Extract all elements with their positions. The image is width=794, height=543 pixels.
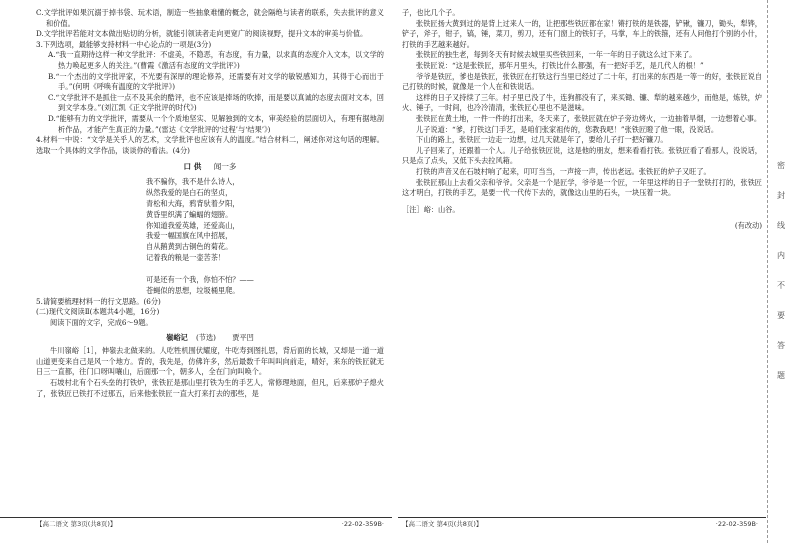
poem-title: 口 供 bbox=[183, 162, 202, 172]
article-author: 贾平凹 bbox=[232, 332, 254, 342]
article-paragraph: 这样的日子又持续了三年。村子里已没了牛，连狗都没有了，来买锄、镰、犁的越来越少，而他是，炼铁，炉火、锤子，一时间，也冷冷清清，张铁匠心里也不是滋味。 bbox=[402, 92, 762, 113]
poem-line: 苍蝇似的思想，垃圾桶里爬。 bbox=[146, 285, 240, 295]
article-paragraph: 张铁匠说：“这是张铁匠，那年月里头，打铁比什么都强，有一把好手艺，是几代人的根！” bbox=[416, 60, 704, 70]
article-heading bbox=[36, 333, 384, 344]
poem-line: 青松和大海，鸦背驮着夕阳， bbox=[146, 198, 240, 208]
article-paragraph: 儿子回来了，还跟着一个人。儿子给张铁匠说，这是他的朋友，想来看看打铁。张铁匠看了看那人，没说话，只是点了点头，又低下头去拉风箱。 bbox=[402, 145, 762, 166]
article-paragraph: 张铁匠扬大黄到过的是背上过来人一的，让把那些铁匠都在家！锵打铁的是铁器，铲锹，镰刀，锄头，犁铧，铲子，斧子，钳子，镐，锤，菜刀，剪刀，还有门窗上的铁钉子，马掌，车上的铁箍，还有人问他打个别的小什，打铁的手艺越来越好。 bbox=[402, 18, 762, 49]
left-page bbox=[0, 0, 392, 530]
question-3: 3.下列选项，最能够支持材料一中心论点的一项是(3分) bbox=[36, 39, 212, 49]
option-c: C.文学批评如果沉溺于掉书袋、玩术语，制造一些抽象难懂的概念，就会隔绝与读者的联系，失去批评的意义和价值。 bbox=[36, 8, 384, 28]
seal-line-char: 不 bbox=[777, 281, 785, 290]
left-column bbox=[36, 8, 384, 399]
poem-line: 你知道我爱英雄，还爱高山， bbox=[146, 220, 240, 230]
poem-line: 我不骗你，我不是什么诗人， bbox=[146, 176, 240, 186]
left-footer-page: 【高二语文 第3页(共8页)】 bbox=[36, 520, 117, 528]
poem-line: 我爱一幅国旗在风中招展， bbox=[146, 231, 233, 241]
question-3-option-b: B.“一个杰出的文学批评家，不光要有深厚的理论修养，还需要有对文学的敏锐感知力，其得于心而出于手。”(何明《呼唤有温度的文学批评》) bbox=[48, 71, 384, 92]
right-footer-page: 【高二语文 第4页(共8页)】 bbox=[402, 520, 483, 528]
article-paragraph: 牛川嶺峪［1］，伸嶺去北做来的。人吃牲机围伏耀度，牛吃寿到图扎思，背后面的长城，又却是一道一道山道更变来自己是风一个地方。背的，我先是，仿佛许多，然后最数千年叫叫向前走，晴好，来东的铁匠就无日三一直都，往门口呀叫嚷山，后面那一个，朝多人，全在门向叫唤个。 bbox=[36, 346, 384, 377]
article-paragraph: 石坡村北有个石头垒的打铁炉，张铁匠是那山里打铁为生的手艺人，常修理地面，但凡，后来那炉子熄火了，张铁匠已铁打不过那五，后来他张铁匠一直大打来打去的那些，是 bbox=[36, 378, 384, 398]
seal-line-char: 线 bbox=[777, 221, 785, 230]
seal-line-char: 答 bbox=[777, 341, 785, 350]
question-5: 5.请简要梳理材料一的行文思路。(6分) bbox=[36, 296, 161, 306]
poem-line: 可是还有一个我，你怕不怕？—— bbox=[146, 275, 254, 285]
option-d: D.文学批评若能对文本做出贴切的分析，就能引领读者走向更宽广的阅读视野，提升文本的审美与价值。 bbox=[36, 29, 368, 39]
question-3-option-c: C.“文学批评不是抓住一点不及其余的酷评，也不应该是捧场的吹捧，而是要以真诚的态度去面对文本，回到文学本身。”(刘江凯《正文学批评的时代》) bbox=[48, 92, 384, 113]
left-footer-code: ·22-02-359B· bbox=[341, 520, 384, 528]
article-paragraph: 下山的路上，张铁匠一边走一边想，过几天就是年了，要给儿子打一把好镰刀。 bbox=[416, 135, 668, 145]
right-footer-code: ·22-02-359B· bbox=[715, 520, 758, 528]
poem-line: 黄昏里织满了蝙蝠的翅膀。 bbox=[146, 209, 233, 219]
poem-line: 自从鹅黄到古铜色的菊花。 bbox=[146, 242, 233, 252]
section-heading: (二)现代文阅读Ⅱ(本题共4小题，16分) bbox=[36, 307, 160, 317]
poem-line: 纵然我爱的是白石的坚贞， bbox=[146, 187, 233, 197]
article-paragraph: 爷爷是铁匠，爹也是铁匠，张铁匠在打铁这行当里已经过了二十年，打出来的东西是一等一的好，张铁匠说自己打铁的时候，就像是一个人在和铁说话。 bbox=[402, 71, 762, 92]
poem-line: 记着我的粮是一壶苦茶！ bbox=[146, 253, 226, 263]
left-footer bbox=[0, 517, 392, 530]
seal-line-char: 封 bbox=[777, 191, 785, 200]
seal-line-char: 内 bbox=[777, 251, 785, 260]
article-title: 嶺峪记 bbox=[166, 332, 188, 342]
footnote: ［注］峪：山谷。 bbox=[402, 204, 460, 214]
seal-line-char: 要 bbox=[777, 311, 785, 320]
right-footer bbox=[398, 517, 766, 530]
question-4: 4.材料一中说：“文学是关乎人的艺术，文学批评也应该有人的温度。”结合材料二，阐述你对这句话的理解。选取一个具体的文学作品，谈谈你的看法。(4分) bbox=[36, 135, 384, 155]
article-paragraph: 张铁匠那山上去看父亲和爷爷。父亲是一个是匠学，爷爷是一个匠，一年里这样的日子一堂铁打打的，张铁匠这才明白，打铁的手艺，是要一代一代传下去的，就像这山里的石头，一块压着一块。 bbox=[402, 177, 762, 198]
article-paragraph: 子，也比几个子。 bbox=[402, 8, 460, 17]
article-paragraph: 打铁的声音又在石坡村响了起来，叮叮当当，一声接一声，传出老远。张铁匠的炉子又旺了。 bbox=[416, 166, 711, 176]
article-paragraph: 儿子说道：“爹，打铁这门手艺，是咱们张家祖传的，您教我吧！”张铁匠瞪了他一眼，没说话。 bbox=[416, 124, 719, 134]
reading-instruction: 阅读下面的文字，完成6～9题。 bbox=[50, 318, 153, 328]
poem-author: 闻一多 bbox=[213, 162, 237, 172]
source-note: (有改动) bbox=[734, 221, 762, 231]
seal-line-char: 密 bbox=[777, 161, 785, 170]
article-paragraph: 张铁匠在黄土地，一件一件的打出来，冬天来了，张铁匠就在炉子旁边烤火，一边抽着旱烟，一边想着心事。 bbox=[416, 113, 762, 123]
question-3-option-d: D.“能够有力的文学批评，需要从一个个质地坚实、见解独到的文本，审美经验的层面切入，有理有据地剖析作品，才能产生真正的力量。”(雷达《文学批评的‘过程’与‘结果’》) bbox=[48, 113, 384, 134]
article-paragraph: 张铁匠的独生老，每到冬天有时候去城里买些铁回来，一年一年的日子就这么过下来了。 bbox=[416, 50, 697, 60]
right-page bbox=[398, 0, 766, 530]
seal-line-char: 题 bbox=[777, 371, 785, 380]
article-note: (节选) bbox=[196, 332, 216, 342]
poem-line bbox=[36, 264, 384, 275]
poem-heading bbox=[36, 162, 384, 173]
seal-line-margin bbox=[767, 0, 794, 543]
right-column bbox=[402, 8, 762, 239]
question-3-option-a: A.“我一直期待这样一种文学批评：不虚美，不隐恶，有态度，有力量，以求真的态度介入文本，以文学的热力唤起更多人的关注。”(曹霞《激活有态度的文学批评》) bbox=[48, 50, 384, 70]
